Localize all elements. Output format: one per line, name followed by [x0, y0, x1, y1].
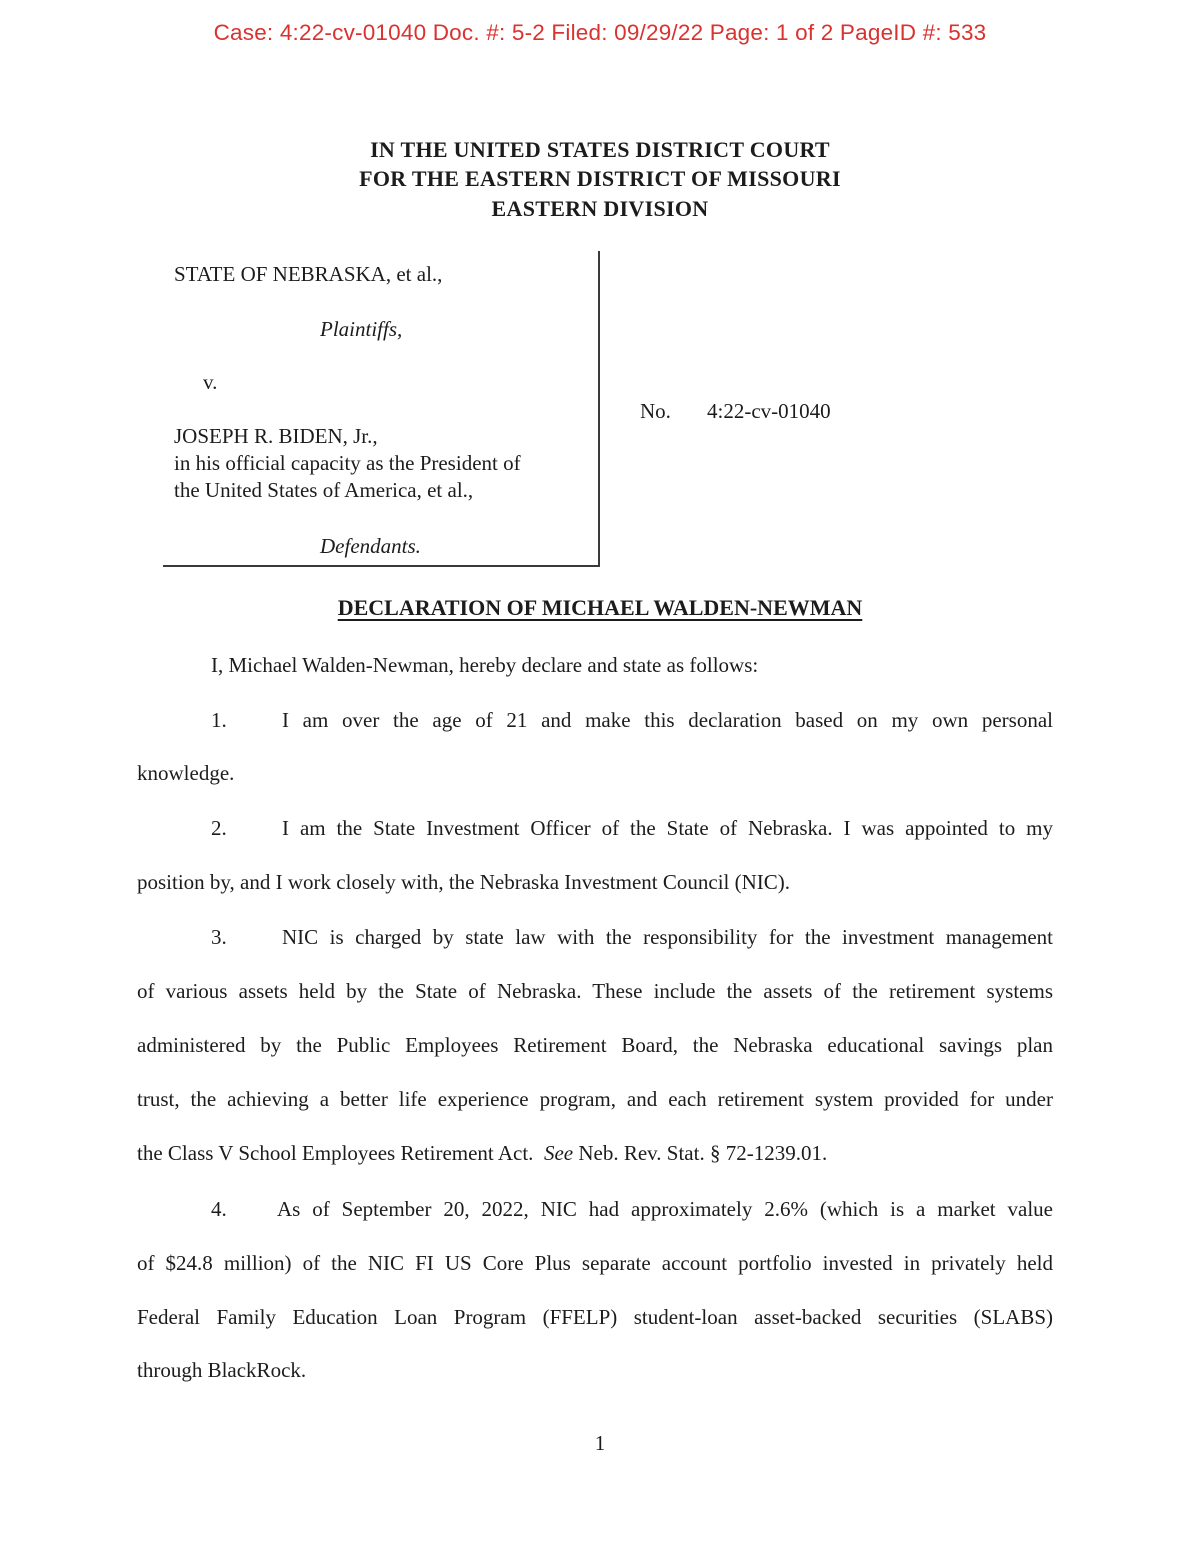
paragraph-1-line-2: knowledge.: [137, 761, 235, 785]
plaintiff-name: STATE OF NEBRASKA, et al.,: [174, 262, 443, 286]
paragraph-4-line-2: of $24.8 million) of the NIC FI US Core Plus separate account portfolio invested in privately held: [137, 1251, 1053, 1275]
defendant-capacity-line-2: the United States of America, et al.,: [174, 478, 474, 502]
paragraph-1-line-1: I am over the age of 21 and make this declaration based on my own personal: [282, 708, 1053, 732]
intro-statement: I, Michael Walden-Newman, hereby declare and state as follows:: [211, 653, 759, 677]
court-name-line-2: FOR THE EASTERN DISTRICT OF MISSOURI: [359, 166, 841, 191]
defendant-capacity-line-1: in his official capacity as the President of: [174, 451, 521, 475]
paragraph-4-number: 4.: [211, 1197, 227, 1221]
court-name-line-1: IN THE UNITED STATES DISTRICT COURT: [370, 137, 830, 162]
caption-horizontal-rule: [163, 565, 599, 567]
paragraph-4-line-1: As of September 20, 2022, NIC had approximately 2.6% (which is a market value: [277, 1197, 1053, 1221]
page-number: 1: [594, 1431, 606, 1455]
paragraph-2-line-1: I am the State Investment Officer of the State of Nebraska. I was appointed to my: [282, 816, 1053, 840]
declaration-title: DECLARATION OF MICHAEL WALDEN-NEWMAN: [337, 595, 863, 620]
defendant-role: Defendants.: [320, 534, 421, 558]
paragraph-4-line-3: Federal Family Education Loan Program (FFELP) student-loan asset-backed securities (SLABS): [137, 1305, 1053, 1329]
paragraph-3-number: 3.: [211, 925, 227, 949]
statute-citation: Neb. Rev. Stat. § 72-1239.01.: [578, 1141, 828, 1165]
paragraph-3-line-3: administered by the Public Employees Retirement Board, the Nebraska educational savings plan: [137, 1033, 1053, 1057]
paragraph-3-line-2: of various assets held by the State of Nebraska. These include the assets of the retirement systems: [137, 979, 1053, 1003]
plaintiff-role: Plaintiffs,: [320, 317, 403, 341]
case-number: 4:22-cv-01040: [707, 399, 831, 423]
case-number-label: No.: [640, 399, 671, 423]
court-division: EASTERN DIVISION: [491, 196, 709, 221]
citation-signal: See: [543, 1141, 574, 1165]
paragraph-2-number: 2.: [211, 816, 227, 840]
paragraph-2-line-2: position by, and I work closely with, the Nebraska Investment Council (NIC).: [137, 870, 791, 894]
paragraph-3-line-5: the Class V School Employees Retirement Act. See Neb. Rev. Stat. § 72-1239.01.: [137, 1141, 828, 1165]
case-header-stamp: Case: 4:22-cv-01040 Doc. #: 5-2 Filed: 09/29/22 Page: 1 of 2 PageID #: 533: [213, 20, 987, 45]
paragraph-3-line-4: trust, the achieving a better life experience program, and each retirement system provided for under: [137, 1087, 1053, 1111]
caption-vertical-rule: [598, 251, 600, 567]
defendant-name: JOSEPH R. BIDEN, Jr.,: [174, 424, 378, 448]
versus: v.: [203, 370, 218, 394]
paragraph-4-line-4: through BlackRock.: [137, 1358, 307, 1382]
paragraph-3-line-1: NIC is charged by state law with the responsibility for the investment management: [282, 925, 1053, 949]
paragraph-1-number: 1.: [211, 708, 227, 732]
